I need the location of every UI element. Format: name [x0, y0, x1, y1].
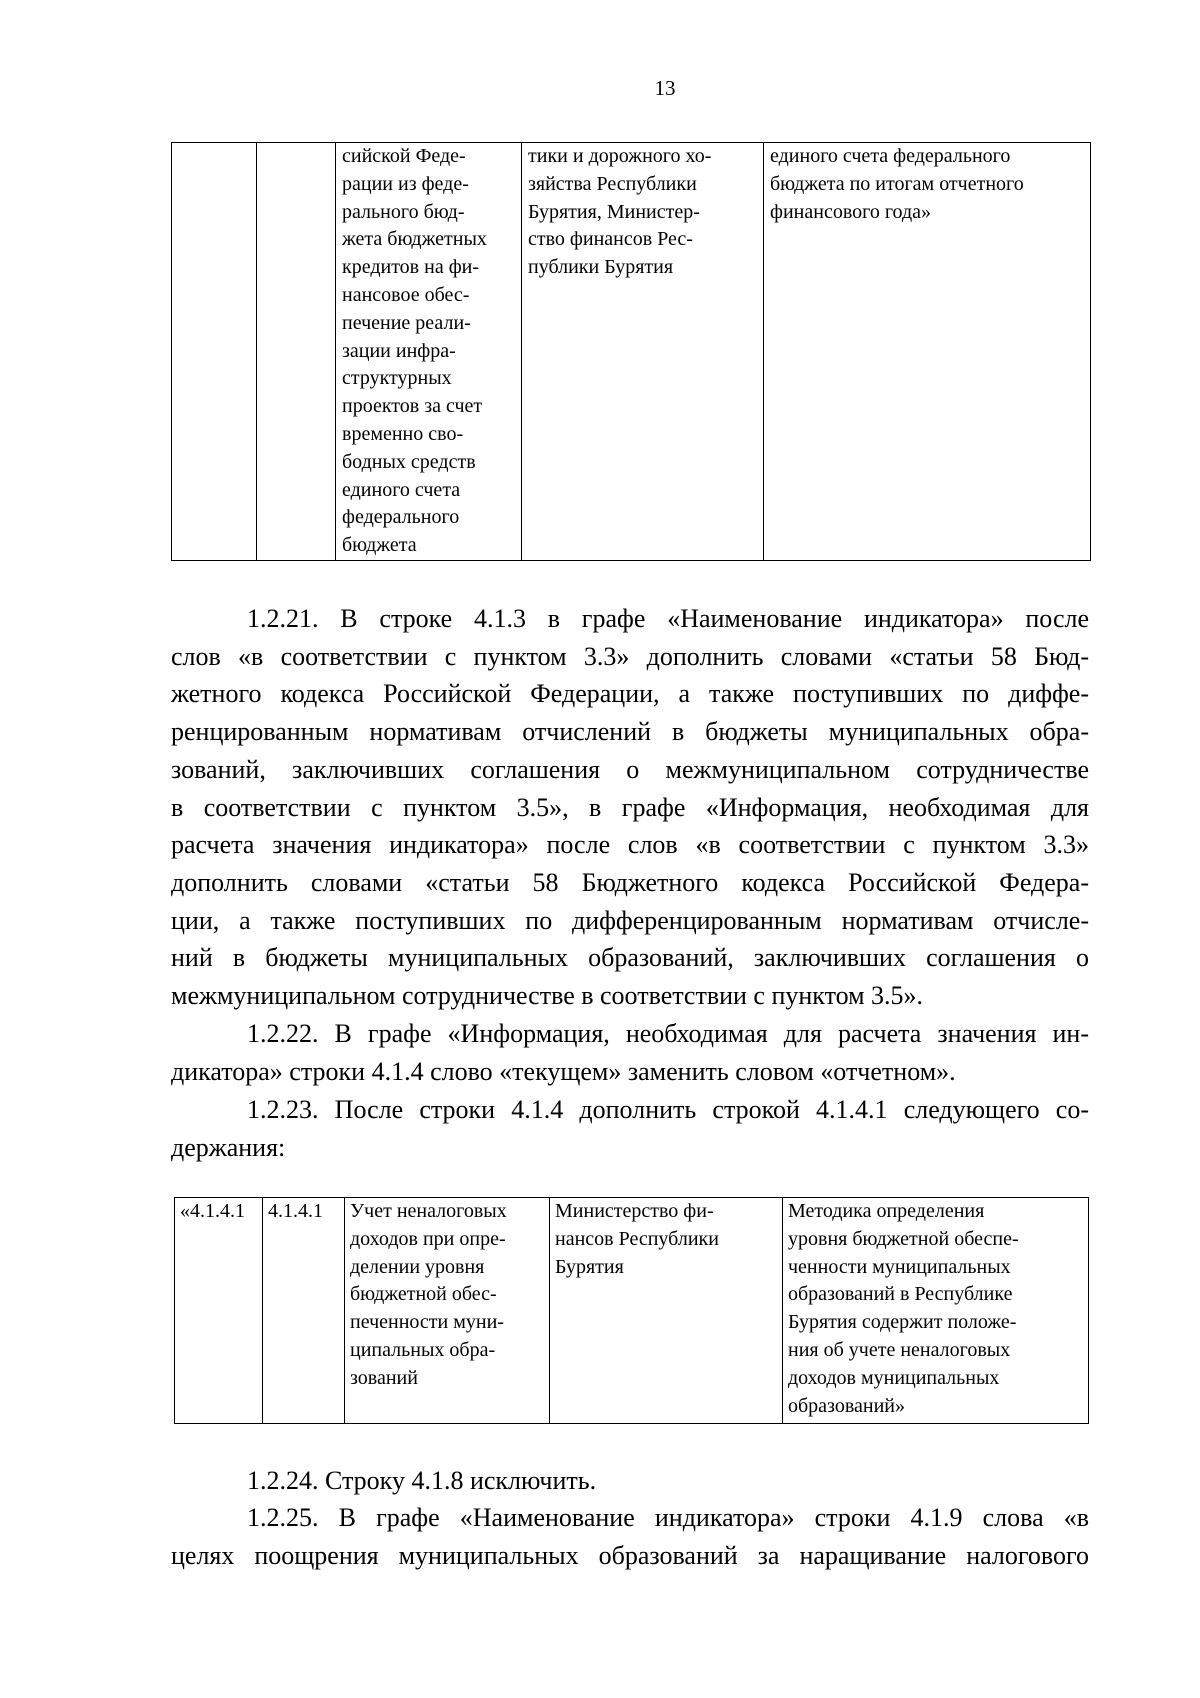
table-cell-code	[257, 143, 336, 561]
text-line: ренцированным нормативам отчислений в бюджеты муниципальных обра-	[171, 717, 1089, 747]
table-cell-information: Методика определения уровня бюджетной обеспе- ченности муниципальных образований в Республике Бурятия содержит положе- ния об учете неналоговых доходов муниципальных образований»	[783, 1198, 1089, 1424]
table-cell-number	[172, 143, 257, 561]
paragraph-1-2-22	[171, 1015, 1089, 1090]
text-line: дополнить словами «статьи 58 Бюджетного кодекса Российской Федера-	[171, 867, 1089, 897]
table-cell-responsible: тики и дорожного хо- зяйства Республики Бурятия, Министер- ство финансов Рес- публики Бурятия	[522, 143, 764, 561]
table-cell-number: «4.1.4.1	[175, 1198, 263, 1424]
text-line: ции, а также поступивших по дифференцированным нормативам отчисле-	[171, 905, 1089, 935]
text-line: 1.2.24. Строку 4.1.8 исключить.	[247, 1466, 597, 1495]
text-line: зований, заключивших соглашения о межмуниципальном сотрудничестве	[171, 754, 1089, 784]
text-line: слов «в соответствии с пунктом 3.3» дополнить словами «статьи 58 Бюд-	[171, 641, 1089, 671]
text-line: 1.2.21. В строке 4.1.3 в графе «Наименование индикатора» после	[247, 604, 1089, 633]
table-row	[172, 143, 1091, 561]
table-cell-information: единого счета федерального бюджета по итогам отчетного финансового года»	[764, 143, 1091, 561]
table-cell-indicator-name: Учет неналоговых доходов при опре- делении уровня бюджетной обес- печенности муни- ципальных обра- зований	[345, 1198, 550, 1424]
table-cell-responsible: Министерство фи- нансов Республики Бурятия	[550, 1198, 783, 1424]
text-line: целях поощрения муниципальных образований за наращивание налогового	[171, 1540, 1089, 1570]
new-row-4-1-4-1-table	[174, 1197, 1089, 1424]
text-line: 1.2.23. После строки 4.1.4 дополнить строкой 4.1.4.1 следующего со-	[247, 1095, 1089, 1124]
text-line: держания:	[171, 1132, 286, 1162]
text-line: 1.2.25. В графе «Наименование индикатора» строки 4.1.9 слова «в	[247, 1503, 1089, 1532]
text-line: расчета значения индикатора» после слов «в соответствии с пунктом 3.3»	[171, 830, 1089, 860]
text-line: в соответствии с пунктом 3.5», в графе «Информация, необходимая для	[171, 792, 1089, 822]
paragraph-1-2-24	[171, 1462, 1089, 1500]
paragraph-1-2-23	[171, 1091, 1089, 1166]
page-number: 13	[654, 76, 676, 100]
indicator-table-continuation	[171, 142, 1091, 561]
paragraph-1-2-25	[171, 1499, 1089, 1574]
text-line: 1.2.22. В графе «Информация, необходимая для расчета значения ин-	[247, 1019, 1089, 1048]
table-cell-indicator-name: сийской Феде- рации из феде- рального бюд- жета бюджетных кредитов на фи- нансовое обес- печение реали- зации инфра- структурных проектов за счет временно сво- бодных средств единого счета федерального бюджета	[336, 143, 522, 561]
table-cell-code: 4.1.4.1	[263, 1198, 345, 1424]
text-line: ний в бюджеты муниципальных образований, заключивших соглашения о	[171, 943, 1089, 973]
paragraph-1-2-21	[171, 600, 1089, 1015]
text-line: межмуниципальном сотрудничестве в соответствии с пунктом 3.5».	[171, 981, 924, 1011]
text-line: дикатора» строки 4.1.4 слово «текущем» заменить словом «отчетном».	[171, 1056, 956, 1086]
table-row	[175, 1198, 1089, 1424]
text-line: жетного кодекса Российской Федерации, а также поступивших по диффе-	[171, 679, 1089, 709]
